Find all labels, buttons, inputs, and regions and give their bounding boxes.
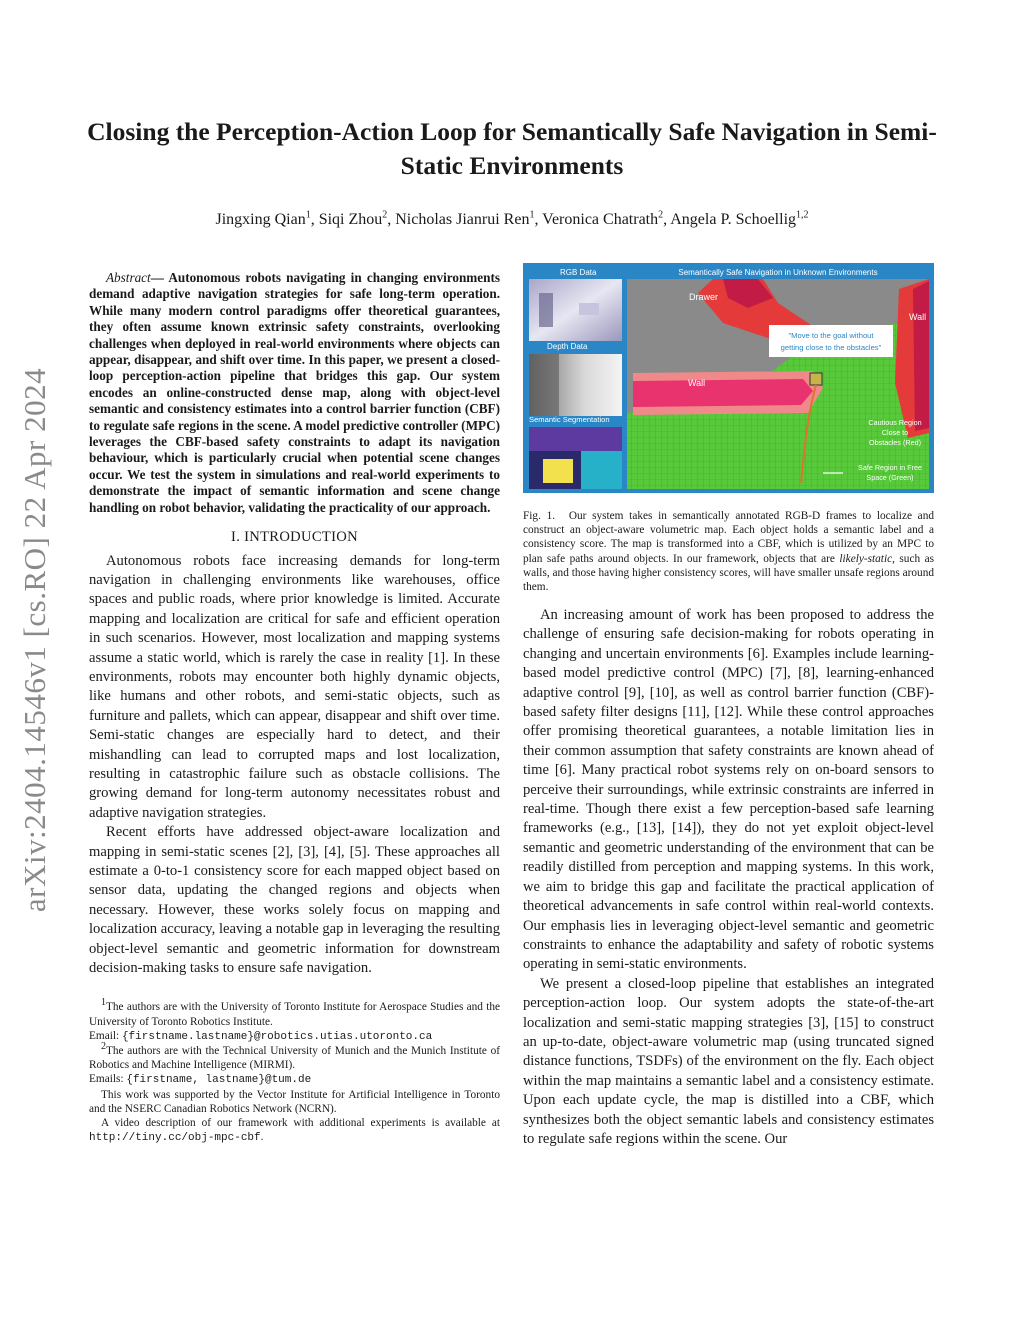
intro-paragraph: Autonomous robots face increasing demands for long-term navigation in challenging environments like warehouses, office spaces and public roads, where prior knowledge is limited. Accurate mapping and localization are critical for safe and efficient operation in such scenarios. However, most localization and mapping systems assume a static world, which is rarely the case in reality [1]. In these environments, robots may encounter both highly dynamic objects, like humans and other robots, and semi-static objects, such as furniture and pallets, which can appear, disappear and shift over time. Semi-static changes are especially hard to detect, and their mishandling can lead to corrupted maps and lost localization, resulting in catastrophic failure such as obstacle collisions. The growing demand for long-term autonomy necessitates robust and adaptive navigation strategies. [89,552,500,821]
author-name: Siqi Zhou [318,211,383,228]
body-paragraph: An increasing amount of work has been proposed to address the challenge of ensuring safe decision-making for robots operating in changing and uncertain environments [6]. Examples include learning-based model predictive control (MPC) [7], [8], learning-enhanced adaptive control [9], [10], as well as control barrier function (CBF)-based safety filter designs [11], [12]. While these control approaches offer promising theoretical guarantees, a notable limitation lies in their common assumption that safety constraints are known ahead of time [6]. Many practical robot systems rely on on-board sensors to perceive their surroundings, while extrinsic constraints are inferred in real-time. Though there exist a few perception-based safe learning frameworks (e.g., [13], [14]), they do not yet exploit object-level semantic and geometric understanding of the environment that can be readily distilled from perception and mapping systems. In this work, we aim to bridge this gap and facilitate the practical application of theoretical advancements in safe control within real-world contexts. Our emphasis lies in leveraging object-level semantic and geometric constraints to enhance the adaptability and safety of robotic systems operating in semi-static environments. [523,607,934,973]
abstract-dash: — [150,270,169,285]
instruction-line-1: "Move to the goal without [788,331,874,340]
author-affiliation: 1 [529,209,535,221]
rgb-data-label: RGB Data [560,268,597,277]
drawer-label: Drawer [689,292,719,302]
author-affiliation: 2 [382,209,388,221]
main-panel-title: Semantically Safe Navigation in Unknown Environments [678,268,878,277]
caption-text: Our system takes in semantically annotated RGB-D frames to localize and construct an object-aware volumetric map. Each object holds a semantic label and a consistency score. The map is transformed into a CBF, which is utilized by an MPC to plan safe paths around objects. In our framework, objects that are [523,510,934,565]
email-address: {firstname.lastname}@robotics.utias.utoronto.ca [121,1030,433,1043]
section-heading-introduction: I. INTRODUCTION [231,529,358,546]
figure-1-caption [523,509,934,594]
footnotes [89,997,500,1145]
footnote-1: $^1$The authors are with the University of Toronto Institute for Aerospace Studies and the University of Toronto Robotics Institute. [89,997,500,1028]
funding-note: This work was supported by the Vector Institute for Artificial Intelligence in Toronto and the NSERC Canadian Robotics Network (NCRN). [89,1088,500,1115]
instruction-line-2: getting close to the obstacles" [780,343,882,352]
depth-data-label: Depth Data [547,342,588,351]
left-wall-label: Wall [688,378,706,388]
left-column [89,270,500,1145]
figure-1 [523,263,934,493]
instruction-bubble [769,325,893,357]
footnote-2: $^2$The authors are with the Technical University of Munich and the Munich Institute of Robotics and Machine Intelligence (MIRMI). [89,1041,500,1072]
author-list: Jingxing Qian$^1$, Siqi Zhou$^2$, Nicholas Jianrui Ren$^1$, Veronica Chatrath$^2$, Angela P. Schoellig$^{1,2}$ [215,209,809,228]
arxiv-identifier [0,340,70,940]
figure-1-image [523,263,934,493]
author-name: Veronica Chatrath [542,211,659,228]
author-affiliation: 1,2 [796,209,809,221]
author-name: Angela P. Schoellig [670,211,797,228]
footnote-2-email: Emails: {firstname, lastname}@tum.de [89,1073,312,1087]
robot-marker [810,373,822,385]
abstract [89,270,500,516]
caption-italic-term: likely-static [839,552,893,565]
safe-region-label-2: Space (Green) [866,473,914,482]
caption-label: Fig. 1. [523,510,556,522]
abstract-text: Autonomous robots navigating in changing environments demand adaptive navigation strategies for safe long-term operation. While many modern control paradigms offer theoretical guarantees, they often assume known extrinsic safety constraints, overlooking challenges when deployed in real-world environments where objects can appear, disappear, and shift over time. In this paper, we present a closed-loop perception-action pipeline that bridges this gap. Our system encodes an online-constructed dense map, along with object-level semantic and consistency estimates into a control barrier function (CBF) to regulate safe regions in the scene. A model predictive controller (MPC) leverages the CBF-based safety constraints to adapt its navigation behaviour, which is particularly crucial when potential scene changes occur. We test the system in simulations and real-world experiments to demonstrate the impact of semantic information and scene change handling on robot behavior, validating the practicality of our approach. [89,270,500,515]
intro-paragraph: Recent efforts have addressed object-aware localization and mapping in semi-static scenes [2], [3], [4], [5]. These approaches all estimate a 0-to-1 consistency score for each mapped object based on sensor data, updating the changed regions and objects when necessary. However, these works solely focus on mapping and localization accuracy, leaving a notable gap in leveraging the resulting object-level semantic and geometric information for downstream decision-making tasks to ensure safe navigation. [89,824,500,977]
cautious-region-label-3: Obstacles (Red) [869,438,921,447]
right-column [523,606,934,1149]
cautious-region-label-1: Cautious Region [868,418,922,427]
author-name: Nicholas Jianrui Ren [395,211,530,228]
body-paragraph: We present a closed-loop pipeline that establishes an integrated perception-action loop. Our system adopts the state-of-the-art localization and semi-static mapping strategies [3], [15] to construct an up-to-date, object-aware volumetric map (using truncated signed distance functions, TSDFs) of the environment on the fly. Each object within the map maintains a semantic label and a consistency estimate. Upon each update cycle, the map is distilled into a CBF, which synthesizes both the object semantic labels and consistency estimates to regulate safe regions within the scene. Our [523,975,934,1147]
abstract-label: Abstract [106,270,151,285]
video-link[interactable]: http://tiny.cc/obj-mpc-cbf [89,1132,261,1145]
right-wall-label: Wall [909,312,927,322]
semantic-segmentation-label: Semantic Segmentation [529,415,610,424]
author-affiliation: 1 [305,209,311,221]
paper-title: Closing the Perception-Action Loop for Semantically Safe Navigation in Semi-Static Environments [87,117,937,180]
video-note: A video description of our framework with additional experiments is available at http://tiny.cc/obj-mpc-cbf. [89,1117,500,1145]
cautious-region-label-2: Close to [881,428,909,437]
arxiv-id-text: arXiv:2404.14546v1 [cs.RO] 22 Apr 2024 [17,367,53,913]
caption-text-end: , such as walls, and those having higher consistency scores, will have smaller unsafe regions around them. [523,552,934,594]
author-name: Jingxing Qian [215,211,306,228]
email-address: {firstname, lastname}@tum.de [126,1074,312,1087]
author-affiliation: 2 [658,209,664,221]
footnote-1-email: Email: {firstname.lastname}@robotics.utias.utoronto.ca [89,1029,433,1043]
safe-region-label-1: Safe Region in Free [858,463,922,472]
